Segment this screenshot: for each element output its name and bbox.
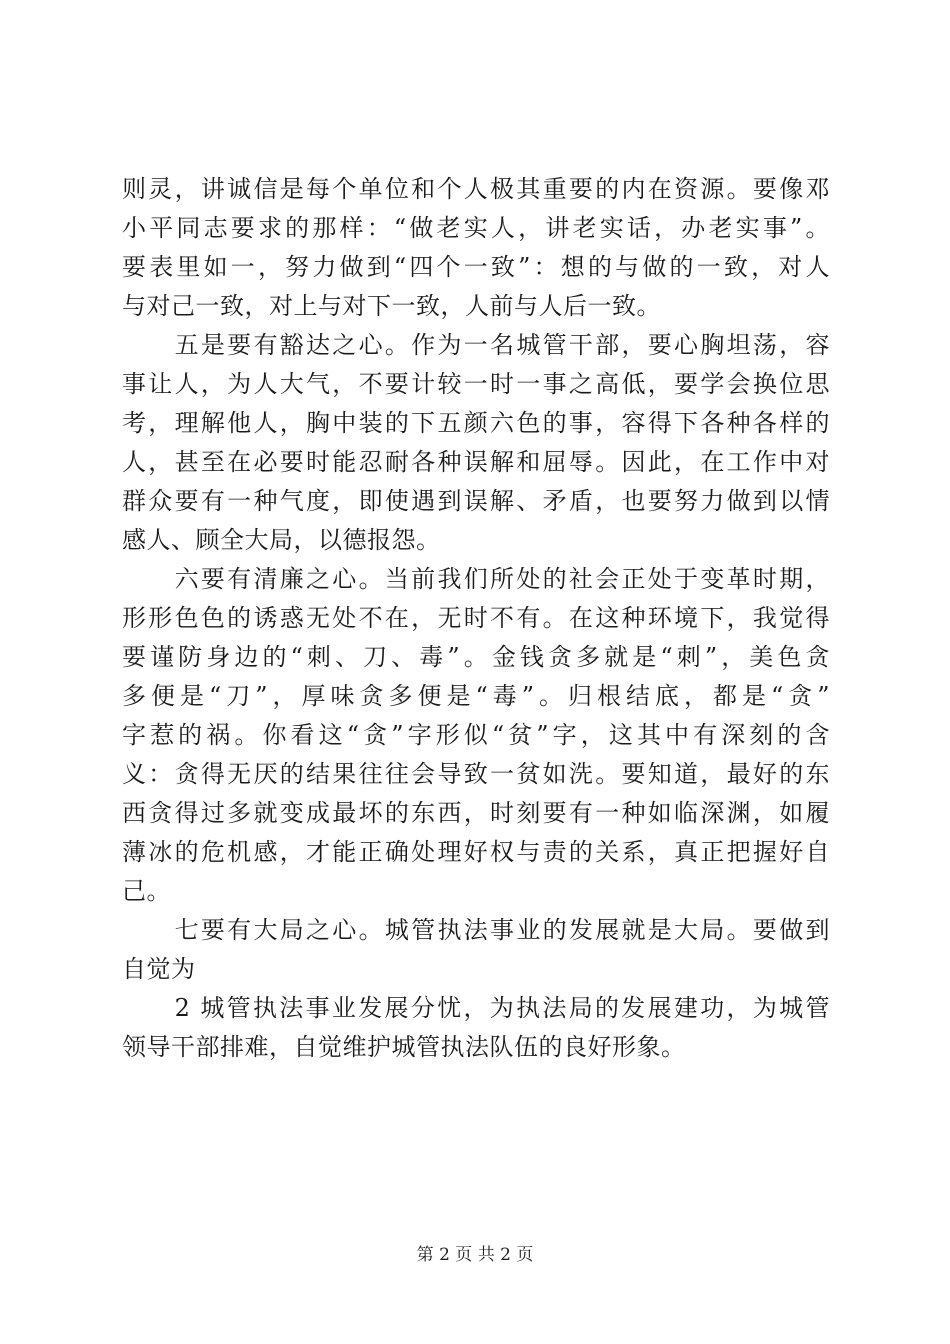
text-line: 要表里如一，努力做到“四个一致”：想的与做的一致，对人 <box>122 253 830 281</box>
text-line: 人，甚至在必要时能忍耐各种误解和屈辱。因此，在工作中对 <box>122 448 830 476</box>
text-line: 领导干部排难，自觉维护城管执法队伍的良好形象。 <box>122 1033 686 1061</box>
text-line: 六要有清廉之心。当前我们所处的社会正处于变革时期， <box>122 565 830 593</box>
text-line: 形形色色的诱惑无处不在，无时不有。在这种环境下，我觉得 <box>122 604 830 632</box>
text-line: 自觉为 <box>122 955 196 983</box>
text-line: 薄冰的危机感，才能正确处理好权与责的关系，真正把握好自 <box>122 838 830 866</box>
text-line: 要谨防身边的“刺、刀、毒”。金钱贪多就是“刺”，美色贪 <box>122 643 830 671</box>
text-line: 则灵，讲诚信是每个单位和个人极其重要的内在资源。要像邓 <box>122 175 830 203</box>
text-line: 西贪得过多就变成最坏的东西，时刻要有一种如临深渊，如履 <box>122 799 830 827</box>
text-line: 感人、顾全大局，以德报怨。 <box>122 526 441 554</box>
text-line: 事让人，为人大气，不要计较一时一事之高低，要学会换位思 <box>122 370 830 398</box>
text-line: 小平同志要求的那样：“做老实人，讲老实话，办老实事”。 <box>122 214 830 242</box>
text-line: 己。 <box>122 877 171 905</box>
text-line: 与对己一致，对上与对下一致，人前与人后一致。 <box>122 292 661 320</box>
text-line: 群众要有一种气度，即使遇到误解、矛盾，也要努力做到以情 <box>122 487 830 515</box>
text-line: 五是要有豁达之心。作为一名城管干部，要心胸坦荡，容 <box>122 331 830 359</box>
text-line: 七要有大局之心。城管执法事业的发展就是大局。要做到 <box>122 916 830 944</box>
text-line: 义：贪得无厌的结果往往会导致一贫如洗。要知道，最好的东 <box>122 760 830 788</box>
page-number-footer: 第 2 页 共 2 页 <box>416 1245 534 1265</box>
text-line: 2 城管执法事业发展分忧，为执法局的发展建功，为城管 <box>122 994 830 1022</box>
text-line: 字惹的祸。你看这“贪”字形似“贫”字，这其中有深刻的含 <box>122 721 830 749</box>
text-line: 考，理解他人，胸中装的下五颜六色的事，容得下各种各样的 <box>122 409 830 437</box>
text-line: 多便是“刀”，厚味贪多便是“毒”。归根结底，都是“贪” <box>122 682 830 710</box>
document-body <box>122 170 830 1067</box>
